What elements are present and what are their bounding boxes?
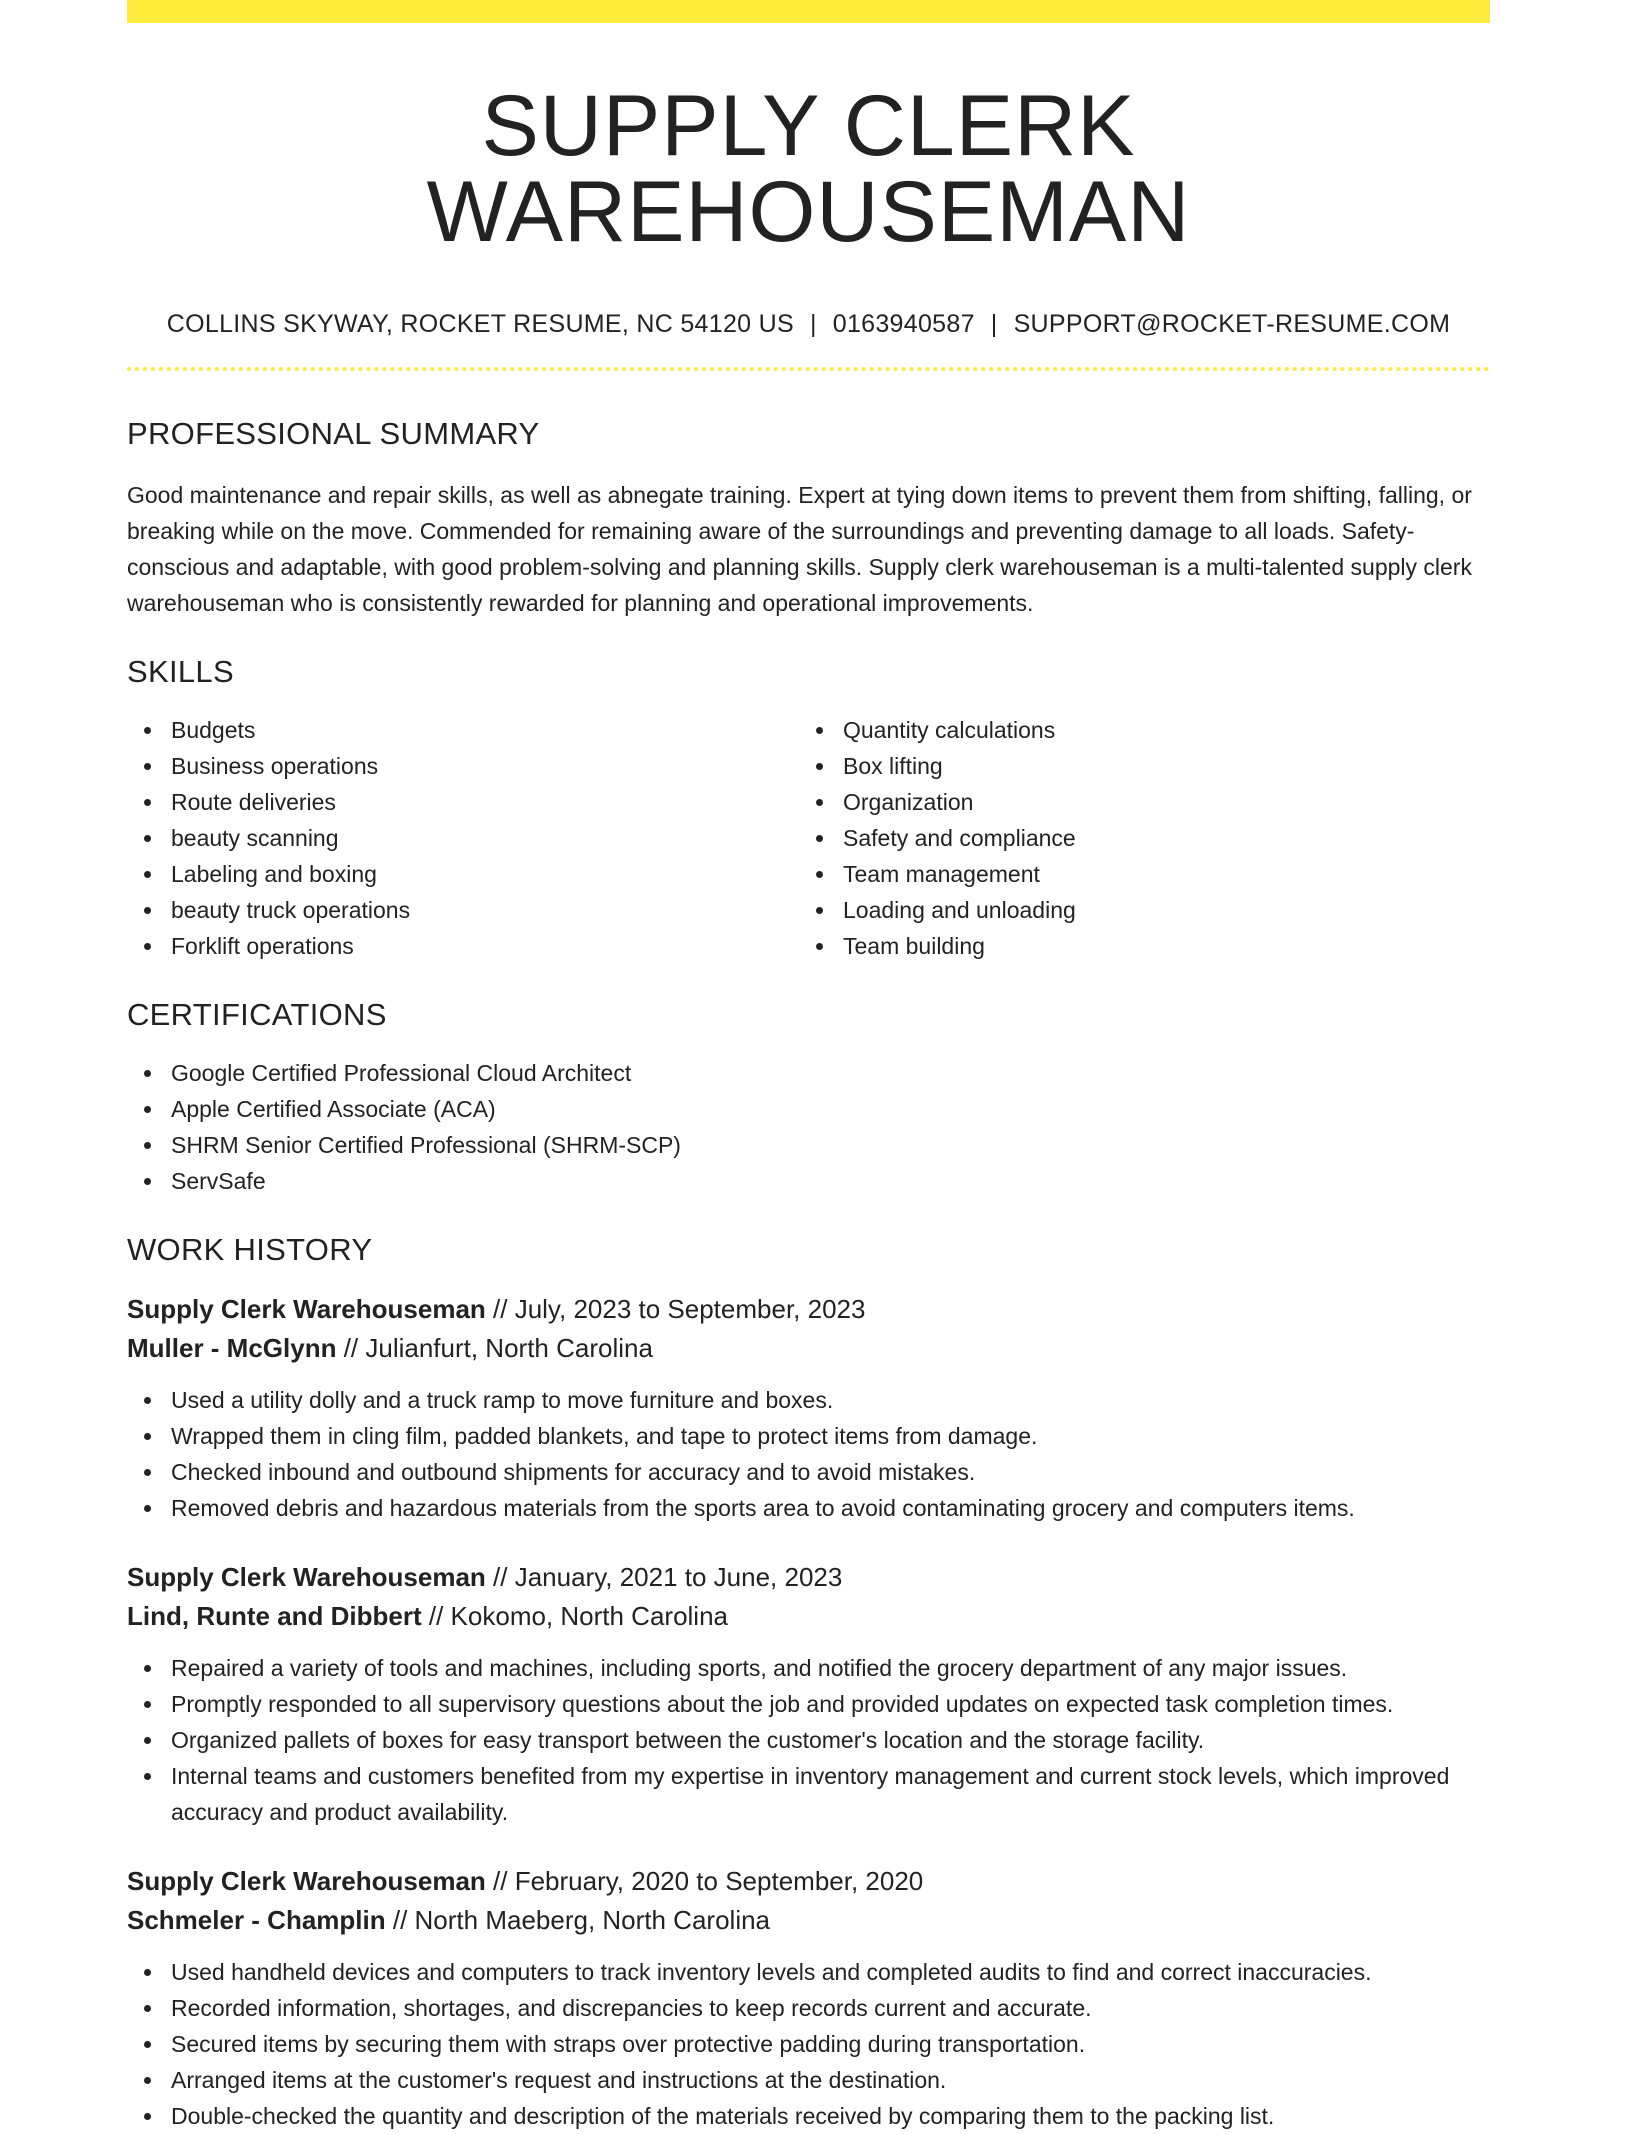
job-dates: // January, 2021 to June, 2023 xyxy=(485,1562,843,1592)
skill-item: Safety and compliance xyxy=(799,820,1471,856)
job-duty-item: Repaired a variety of tools and machines, including sports, and notified the grocery department of any major issues. xyxy=(127,1650,1490,1686)
certification-item: SHRM Senior Certified Professional (SHRM-SCP) xyxy=(127,1127,1490,1163)
certification-item: Apple Certified Associate (ACA) xyxy=(127,1091,1490,1127)
job-title-line xyxy=(127,1862,1490,1901)
skills-columns xyxy=(127,712,1490,964)
job-duties-list xyxy=(127,1954,1490,2134)
certifications-list xyxy=(127,1055,1490,1199)
skill-item: Team building xyxy=(799,928,1471,964)
contact-phone: 0163940587 xyxy=(832,310,975,338)
skill-item: Budgets xyxy=(127,712,799,748)
skill-item: Team management xyxy=(799,856,1471,892)
certification-item: ServSafe xyxy=(127,1163,1490,1199)
skill-item: Forklift operations xyxy=(127,928,799,964)
certification-item: Google Certified Professional Cloud Architect xyxy=(127,1055,1490,1091)
job-duty-item: Arranged items at the customer's request and instructions at the destination. xyxy=(127,2062,1490,2098)
job-location: // North Maeberg, North Carolina xyxy=(385,1905,771,1935)
resume-page xyxy=(127,0,1490,2134)
job-dates: // July, 2023 to September, 2023 xyxy=(485,1294,866,1324)
job-title-line xyxy=(127,1290,1490,1329)
skill-item: Quantity calculations xyxy=(799,712,1471,748)
job-duty-item: Used a utility dolly and a truck ramp to move furniture and boxes. xyxy=(127,1382,1490,1418)
skill-item: Route deliveries xyxy=(127,784,799,820)
top-accent-bar xyxy=(127,0,1490,23)
job-duty-item: Promptly responded to all supervisory questions about the job and provided updates on expected task completion times. xyxy=(127,1686,1490,1722)
job-company: Muller - McGlynn xyxy=(127,1333,337,1363)
job-duties-list xyxy=(127,1382,1490,1526)
job-duty-item: Organized pallets of boxes for easy transport between the customer's location and the storage facility. xyxy=(127,1722,1490,1758)
job-title-line xyxy=(127,1558,1490,1597)
contact-separator: | xyxy=(809,310,817,338)
job-duty-item: Recorded information, shortages, and discrepancies to keep records current and accurate. xyxy=(127,1990,1490,2026)
skill-item: Loading and unloading xyxy=(799,892,1471,928)
job-duty-item: Internal teams and customers benefited from my expertise in inventory management and current stock levels, which improved accuracy and product availability. xyxy=(127,1758,1490,1830)
job-role: Supply Clerk Warehouseman xyxy=(127,1866,486,1896)
job-duty-item: Used handheld devices and computers to track inventory levels and completed audits to find and correct inaccuracies. xyxy=(127,1954,1490,1990)
job-duty-item: Checked inbound and outbound shipments for accuracy and to avoid mistakes. xyxy=(127,1454,1490,1490)
contact-separator: | xyxy=(990,310,998,338)
work-history-heading: WORK HISTORY xyxy=(127,1232,373,1267)
job-entry xyxy=(127,1558,1490,1830)
job-company: Lind, Runte and Dibbert xyxy=(127,1601,422,1631)
skill-item: Labeling and boxing xyxy=(127,856,799,892)
job-duty-item: Secured items by securing them with straps over protective padding during transportation. xyxy=(127,2026,1490,2062)
job-duties-list xyxy=(127,1650,1490,1830)
job-location: // Julianfurt, North Carolina xyxy=(336,1333,653,1363)
summary-text: Good maintenance and repair skills, as well as abnegate training. Expert at tying down items to prevent them from shifting, falling, or breaking while on the move. Commended for remaining aware of the surroundings and preventing damage to all loads. Safety-conscious and adaptable, with good problem-solving and planning skills. Supply clerk warehouseman is a multi-talented supply clerk warehouseman who is consistently rewarded for planning and operational improvements. xyxy=(127,482,1472,616)
job-company-line xyxy=(127,1597,1490,1636)
skills-list-right xyxy=(799,712,1471,964)
skill-item: beauty truck operations xyxy=(127,892,799,928)
job-duty-item: Removed debris and hazardous materials from the sports area to avoid contaminating grocery and computers items. xyxy=(127,1490,1490,1526)
certifications-heading: CERTIFICATIONS xyxy=(127,997,387,1032)
job-duty-item: Double-checked the quantity and description of the materials received by comparing them to the packing list. xyxy=(127,2098,1490,2134)
job-dates: // February, 2020 to September, 2020 xyxy=(485,1866,924,1896)
skill-item: Box lifting xyxy=(799,748,1471,784)
skill-item: Business operations xyxy=(127,748,799,784)
job-role: Supply Clerk Warehouseman xyxy=(127,1562,486,1592)
job-duty-item: Wrapped them in cling film, padded blankets, and tape to protect items from damage. xyxy=(127,1418,1490,1454)
job-location: // Kokomo, North Carolina xyxy=(421,1601,729,1631)
skill-item: beauty scanning xyxy=(127,820,799,856)
skill-item: Organization xyxy=(799,784,1471,820)
job-role: Supply Clerk Warehouseman xyxy=(127,1294,486,1324)
skills-heading: SKILLS xyxy=(127,654,234,689)
candidate-name: SUPPLY CLERK WAREHOUSEMAN xyxy=(426,78,1191,260)
job-company-line xyxy=(127,1901,1490,1940)
job-company-line xyxy=(127,1329,1490,1368)
dotted-divider xyxy=(127,367,1490,371)
job-company: Schmeler - Champlin xyxy=(127,1905,386,1935)
job-entry xyxy=(127,1862,1490,2134)
contact-email: SUPPORT@ROCKET-RESUME.COM xyxy=(1013,310,1451,338)
contact-line xyxy=(127,310,1490,339)
skills-list-left xyxy=(127,712,799,964)
job-entry xyxy=(127,1290,1490,1526)
summary-heading: PROFESSIONAL SUMMARY xyxy=(127,416,540,451)
contact-address: COLLINS SKYWAY, ROCKET RESUME, NC 54120 US xyxy=(166,310,794,338)
